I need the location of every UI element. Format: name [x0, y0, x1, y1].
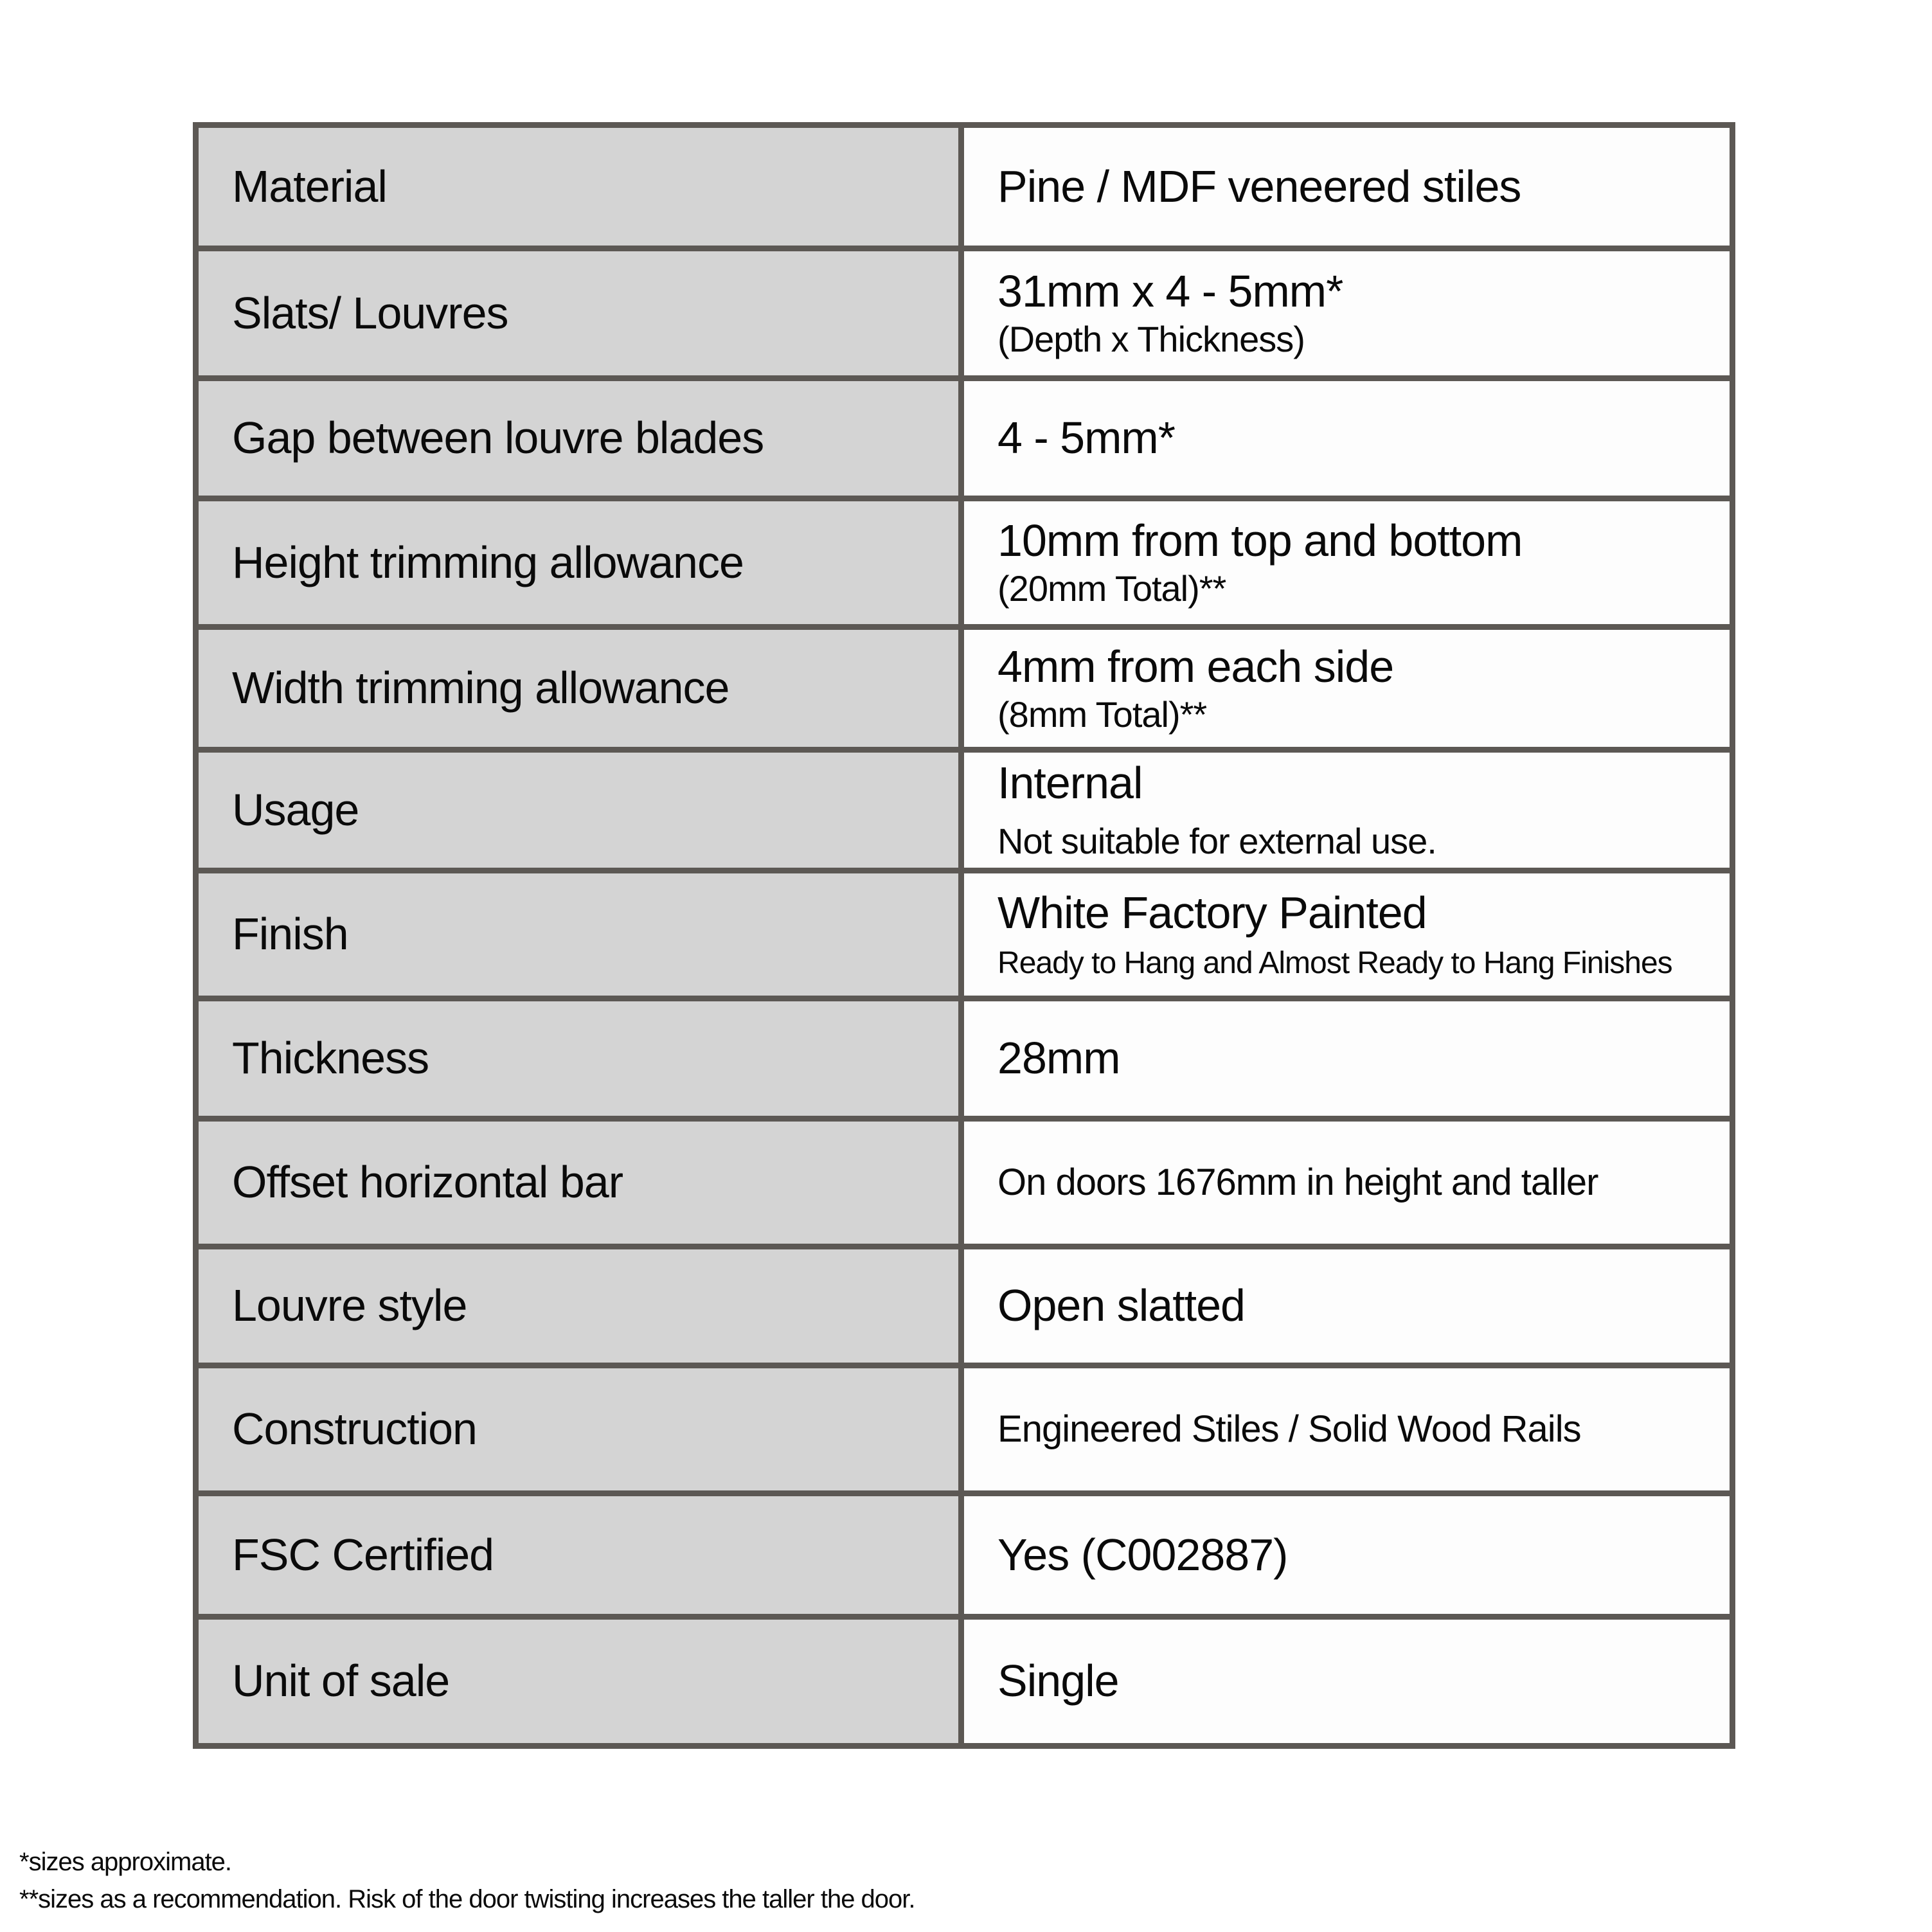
table-row: [199, 1001, 1730, 1122]
row-label-text: Offset horizontal bar: [232, 1157, 623, 1208]
row-value: [964, 1249, 1730, 1363]
footnote-line-2: **sizes as a recommendation. Risk of the door twisting increases the taller the door.: [19, 1885, 915, 1913]
row-label: [199, 128, 964, 246]
table-row: [199, 753, 1730, 873]
row-value: [964, 1368, 1730, 1490]
row-value-subtext: (20mm Total)**: [997, 568, 1226, 609]
row-value-text: On doors 1676mm in height and taller: [997, 1161, 1598, 1203]
table-row: [199, 501, 1730, 630]
row-value-text: Engineered Stiles / Solid Wood Rails: [997, 1408, 1581, 1450]
row-value: [964, 1122, 1730, 1244]
row-label: [199, 873, 964, 996]
row-label: [199, 501, 964, 624]
row-value-text: Internal: [997, 758, 1143, 809]
row-value-subtext: (8mm Total)**: [997, 693, 1207, 735]
row-label: [199, 1122, 964, 1244]
footnote-line-1: *sizes approximate.: [19, 1848, 232, 1876]
row-value-subtext: Not suitable for external use.: [997, 821, 1436, 862]
row-label: [199, 251, 964, 375]
table-row: [199, 381, 1730, 501]
row-label-text: Material: [232, 161, 387, 211]
row-value: [964, 1001, 1730, 1116]
row-value-text: Single: [997, 1656, 1119, 1706]
row-value: [964, 501, 1730, 624]
row-label-text: FSC Certified: [232, 1529, 494, 1580]
row-label-text: Finish: [232, 909, 348, 960]
row-value-text: 4mm from each side: [997, 641, 1394, 692]
row-value-text: White Factory Painted: [997, 888, 1427, 938]
row-label: [199, 1496, 964, 1614]
row-label-text: Thickness: [232, 1033, 429, 1084]
row-label: [199, 1368, 964, 1490]
row-value: [964, 128, 1730, 246]
row-value-text: 4 - 5mm*: [997, 413, 1175, 463]
row-label-text: Usage: [232, 784, 359, 835]
row-value: [964, 1496, 1730, 1614]
row-label-text: Slats/ Louvres: [232, 287, 508, 338]
footnotes: [19, 1843, 915, 1918]
table-row: [199, 1249, 1730, 1368]
row-value-text: 31mm x 4 - 5mm*: [997, 266, 1343, 317]
row-label-text: Gap between louvre blades: [232, 413, 764, 463]
row-label-text: Louvre style: [232, 1280, 467, 1331]
row-value-text: Yes (C002887): [997, 1529, 1288, 1580]
row-value-text: 10mm from top and bottom: [997, 515, 1523, 566]
row-value: [964, 251, 1730, 375]
row-label: [199, 753, 964, 868]
table-row: [199, 1496, 1730, 1620]
row-value-subtext: Ready to Hang and Almost Ready to Hang Finishes: [997, 945, 1672, 980]
row-label: [199, 381, 964, 496]
row-label: [199, 630, 964, 747]
row-value-text: 28mm: [997, 1033, 1120, 1084]
row-value-subtext: (Depth x Thickness): [997, 319, 1305, 360]
row-label-text: Unit of sale: [232, 1656, 450, 1706]
row-value: [964, 1620, 1730, 1743]
row-value: [964, 630, 1730, 747]
row-label: [199, 1620, 964, 1743]
row-value: [964, 753, 1730, 868]
table-row: [199, 1122, 1730, 1249]
row-value-text: Open slatted: [997, 1280, 1245, 1331]
row-label: [199, 1249, 964, 1363]
row-label-text: Construction: [232, 1404, 477, 1454]
row-label-text: Height trimming allowance: [232, 537, 744, 587]
row-value: [964, 381, 1730, 496]
table-row: [199, 251, 1730, 381]
table-row: [199, 873, 1730, 1001]
row-value-text: Pine / MDF veneered stiles: [997, 161, 1521, 211]
row-label: [199, 1001, 964, 1116]
table-row: [199, 1368, 1730, 1496]
row-label-text: Width trimming allowance: [232, 663, 729, 713]
table-row: [199, 630, 1730, 753]
table-row: [199, 128, 1730, 251]
row-value: [964, 873, 1730, 996]
spec-table: [193, 122, 1735, 1749]
table-row: [199, 1620, 1730, 1743]
